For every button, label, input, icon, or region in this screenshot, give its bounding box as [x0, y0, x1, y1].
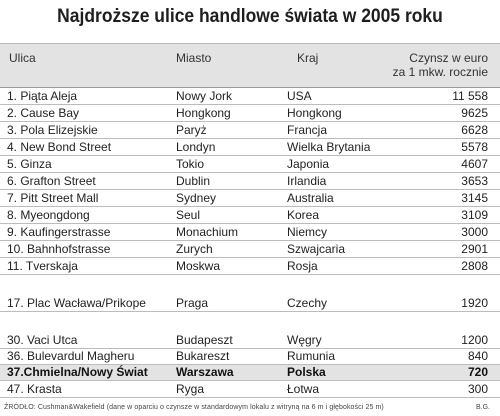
cell-kraj: Rumunia — [287, 349, 336, 363]
cell-kraj: Szwajcaria — [287, 242, 346, 256]
cell-miasto: Hongkong — [176, 106, 231, 120]
cell-kraj: Australia — [287, 191, 334, 205]
table-row — [0, 349, 500, 365]
cell-ulica: 9. Kaufingerstrasse — [7, 225, 111, 239]
cell-miasto: Sydney — [176, 191, 217, 205]
cell-kraj: Wielka Brytania — [287, 140, 371, 154]
cell-ulica: 36. Bulevardul Magheru — [7, 349, 135, 363]
cell-miasto: Zurych — [176, 242, 213, 256]
table-row — [0, 156, 500, 173]
cell-kraj: Francja — [287, 123, 328, 137]
cell-ulica: 17. Plac Wacława/Prikope — [7, 296, 146, 310]
column-header-miasto: Miasto — [176, 51, 212, 65]
cell-czynsz: 2808 — [461, 259, 488, 273]
cell-miasto: Dublin — [176, 174, 211, 188]
cell-miasto: Londyn — [176, 140, 216, 154]
cell-ulica: 11. Tverskaja — [7, 259, 78, 273]
table-row — [0, 139, 500, 156]
cell-miasto: Moskwa — [176, 259, 221, 273]
cell-czynsz: 3145 — [461, 191, 488, 205]
cell-kraj: Czechy — [287, 296, 328, 310]
cell-ulica: 30. Vaci Utca — [7, 333, 78, 347]
cell-miasto: Ryga — [176, 382, 205, 396]
cell-miasto: Nowy Jork — [176, 89, 233, 103]
table-row — [0, 122, 500, 139]
cell-miasto: Bukareszt — [176, 349, 230, 363]
cell-czynsz: 4607 — [461, 157, 488, 171]
cell-miasto: Paryż — [176, 123, 207, 137]
column-header-czynsz: Czynsz w euro za 1 mkw. rocznie — [392, 51, 488, 79]
cell-ulica: 3. Pola Elizejskie — [7, 123, 98, 137]
cell-kraj: Łotwa — [287, 382, 320, 396]
cell-kraj: Rosja — [287, 259, 318, 273]
cell-miasto: Warszawa — [176, 365, 234, 379]
cell-ulica: 7. Pitt Street Mall — [7, 191, 99, 205]
cell-ulica: 10. Bahnhofstrasse — [7, 242, 111, 256]
cell-czynsz: 840 — [467, 349, 488, 363]
cell-czynsz: 1920 — [461, 296, 488, 310]
cell-kraj: USA — [287, 89, 312, 103]
cell-kraj: Korea — [287, 208, 320, 222]
cell-czynsz: 1200 — [461, 333, 488, 347]
cell-miasto: Monachium — [176, 225, 239, 239]
cell-ulica: 2. Cause Bay — [7, 106, 80, 120]
column-header-ulica: Ulica — [9, 51, 36, 65]
cell-czynsz: 9625 — [461, 106, 488, 120]
cell-miasto: Praga — [176, 296, 209, 310]
cell-czynsz: 300 — [467, 382, 488, 396]
table-row — [0, 224, 500, 241]
cell-czynsz: 2901 — [461, 242, 488, 256]
table-header — [0, 44, 500, 88]
table-row — [0, 190, 500, 207]
author-initials: B.G. — [475, 404, 490, 411]
cell-czynsz: 5578 — [461, 140, 488, 154]
cell-ulica: 4. New Bond Street — [7, 140, 112, 154]
cell-ulica: 6. Grafton Street — [7, 174, 96, 188]
cell-kraj: Hongkong — [287, 106, 342, 120]
cell-miasto: Seul — [176, 208, 201, 222]
page-title: Najdroższe ulice handlowe świata w 2005 roku — [57, 6, 443, 27]
cell-czynsz: 3000 — [461, 225, 488, 239]
table-row-highlighted — [0, 365, 500, 381]
table-row — [0, 88, 500, 105]
cell-miasto: Budapeszt — [176, 333, 233, 347]
table-row — [0, 173, 500, 190]
table-row — [0, 241, 500, 258]
cell-ulica: 37.Chmielna/Nowy Świat — [7, 365, 148, 379]
cell-czynsz: 720 — [467, 365, 488, 379]
table-row — [0, 381, 500, 398]
cell-czynsz: 11 558 — [452, 89, 488, 103]
cell-miasto: Tokio — [176, 157, 205, 171]
cell-ulica: 1. Piąta Aleja — [7, 89, 78, 103]
cell-kraj: Irlandia — [287, 174, 327, 188]
cell-ulica: 47. Krasta — [7, 382, 62, 396]
cell-ulica: 8. Myeongdong — [7, 208, 90, 222]
cell-czynsz: 3109 — [461, 208, 488, 222]
cell-ulica: 5. Ginza — [7, 157, 52, 171]
table-row — [0, 312, 500, 349]
cell-czynsz: 6628 — [461, 123, 488, 137]
table-row — [0, 275, 500, 312]
cell-kraj: Niemcy — [287, 225, 328, 239]
cell-czynsz: 3653 — [461, 174, 488, 188]
cell-kraj: Japonia — [287, 157, 330, 171]
cell-kraj: Węgry — [287, 333, 322, 347]
column-header-kraj: Kraj — [297, 51, 319, 65]
cell-kraj: Polska — [287, 365, 326, 379]
table-row — [0, 105, 500, 122]
table-row — [0, 258, 500, 275]
source-note: ŹRÓDŁO: Cushman&Wakefield (dane w oparciu o czynsze w standardowym lokalu z witryną na 6 m i głębokości 25 m) — [4, 404, 384, 411]
table-row — [0, 207, 500, 224]
